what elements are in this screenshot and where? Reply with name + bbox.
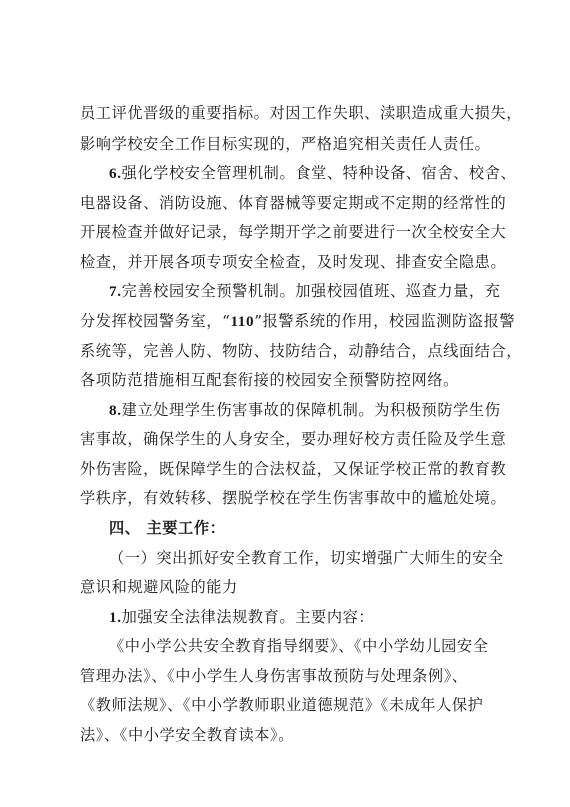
item-number: 6.: [109, 165, 122, 182]
item-7-line: [109, 281, 501, 302]
line-text: 分发挥校园警务室，“: [80, 312, 231, 330]
alarm-number: 110: [230, 313, 255, 330]
line-text: 学秩序，有效转移、摆脱学校在学生伤害事故中的尴尬处境。: [80, 489, 507, 507]
item-6-line: [109, 163, 516, 184]
text-line: [80, 666, 468, 686]
line-text: 外伤害险，既保障学生的合法权益，又保证学校正常的教育教: [80, 460, 507, 478]
text-line: [109, 636, 489, 656]
line-text: 《教师法规》、《中小学教师职业道德规范》《未成年人保护: [80, 696, 484, 714]
text-line: [80, 311, 515, 332]
text-line: [80, 429, 506, 449]
section-heading: [109, 518, 225, 538]
text-line: [80, 222, 506, 242]
line-text: 完善校园安全预警机制。加强校园值班、巡查力量，充: [121, 282, 501, 300]
line-text: 加强安全法律法规教育。主要内容：: [121, 608, 375, 626]
text-line: [80, 252, 506, 272]
line-text: 害事故，确保学生的人身安全，要办理好校方责任险及学生意: [80, 430, 507, 448]
line-text: 各项防范措施相互配套衔接的校园安全预警防控网络。: [80, 371, 459, 389]
line-text: 意识和规避风险的能力: [80, 578, 238, 596]
text-line: [80, 695, 483, 715]
text-line: [80, 193, 506, 213]
line-text: 法》、《中小学安全教育读本》。: [80, 726, 295, 744]
line-text: 影响学校安全工作目标实现的，严格追究相关责任人责任。: [80, 135, 491, 153]
text-line: [80, 341, 522, 361]
item-number: 7.: [109, 283, 122, 300]
item-8-line: [109, 400, 501, 421]
item-1-line: [109, 607, 374, 628]
line-text: 建立处理学生伤害事故的保障机制。为积极预防学生伤: [121, 401, 501, 419]
heading-text: 四、 主要工作：: [109, 519, 226, 537]
line-text: 《中小学公共安全教育指导纲要》、《中小学幼儿园安全: [109, 637, 489, 655]
text-line: [80, 459, 506, 479]
text-line: [80, 370, 459, 390]
line-text: 开展检查并做好记录，每学期开学之前要进行一次全校安全大: [80, 223, 507, 241]
line-text: 管理办法》、《中小学生人身伤害事故预防与处理条例》、: [80, 667, 468, 685]
item-number: 1.: [109, 609, 122, 626]
subsection-heading: [109, 548, 504, 568]
line-text: 电器设备、消防设施、体育器械等要定期或不定期的经常性的: [80, 194, 507, 212]
text-line: [80, 725, 294, 745]
line-text: 员工评优晋级的重要指标。对因工作失职、渎职造成重大损失，: [80, 104, 523, 122]
text-line: [80, 134, 490, 154]
item-number: 8.: [109, 402, 122, 419]
line-text: 强化学校安全管理机制。食堂、特种设备、宿舍、校舍、: [121, 164, 517, 182]
line-text: 系统等，完善人防、物防、技防结合，动静结合，点线面结合，: [80, 342, 523, 360]
text-line: [80, 577, 238, 597]
text-line: [80, 103, 522, 123]
text-line: [80, 488, 506, 508]
line-text: ”报警系统的作用，校园监测防盗报警: [254, 312, 516, 330]
line-text: 检查，并开展各项专项安全检查，及时发现、排查安全隐患。: [80, 253, 507, 271]
line-text: （一）突出抓好安全教育工作，切实增强广大师生的安全: [109, 549, 504, 567]
